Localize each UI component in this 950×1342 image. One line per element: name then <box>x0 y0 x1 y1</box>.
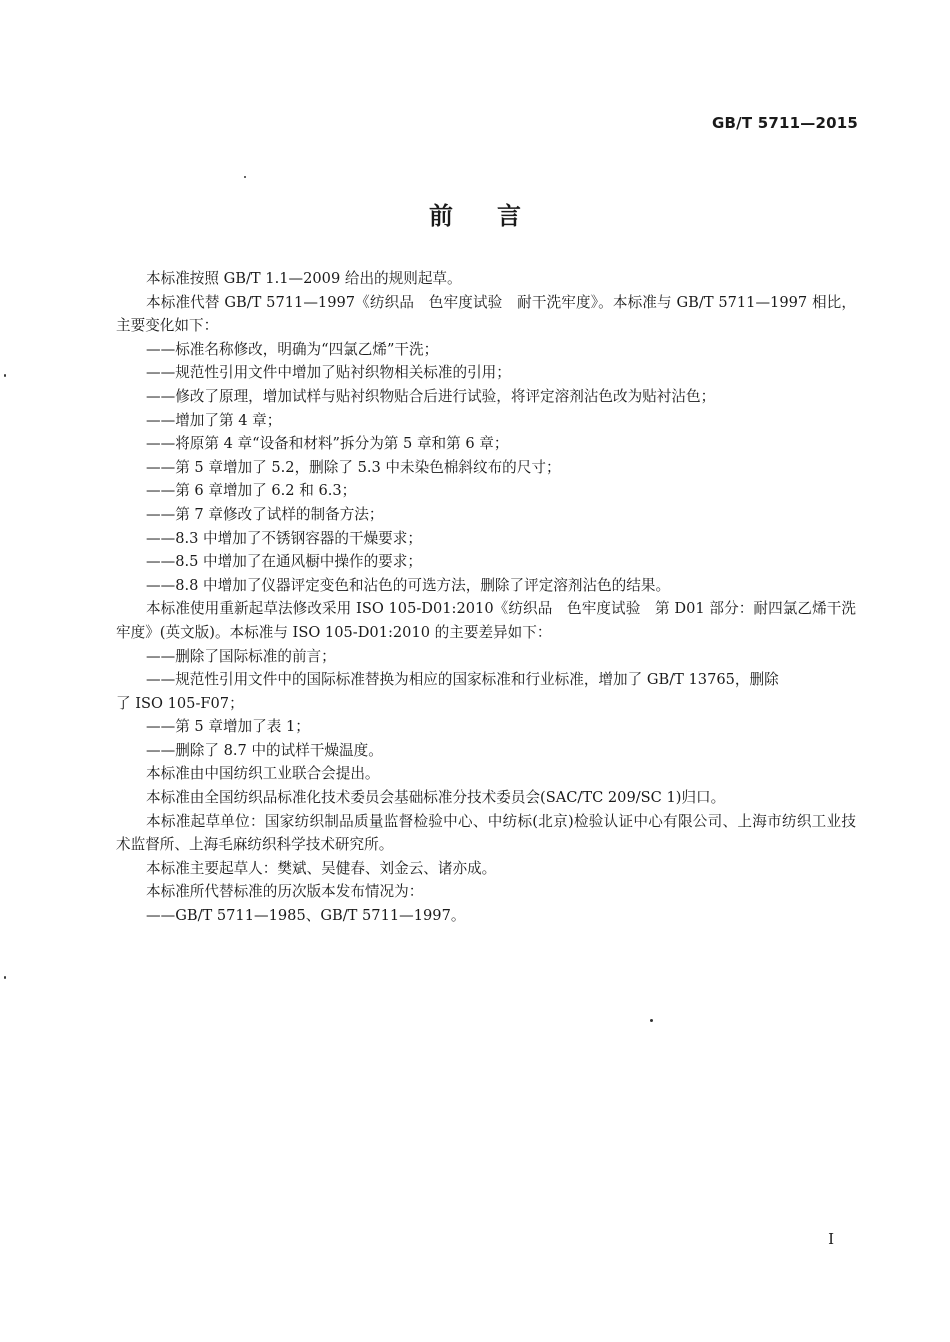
list-item: ——8.8 中增加了仪器评定变色和沾色的可选方法，删除了评定溶剂沾色的结果。 <box>146 576 671 594</box>
scan-speck <box>4 374 6 377</box>
paragraph: 本标准代替 GB/T 5711—1997《纺织品 色牢度试验 耐干洗牢度》。本标准与 GB/T 5711—1997 相比，主要变化如下： <box>116 293 856 335</box>
paragraph: 本标准使用重新起草法修改采用 ISO 105-D01:2010《纺织品 色牢度试验 第 D01 部分：耐四氯乙烯干洗牢度》(英文版)。本标准与 ISO 105-D01:2010 的主要差异如下： <box>116 600 856 641</box>
list-item-text: ——规范性引用文件中的国际标准替换为相应的国家标准和行业标准，增加了 GB/T 13765，删除 <box>146 671 779 689</box>
page-number: I <box>828 1230 834 1248</box>
paragraph: 本标准主要起草人：樊斌、吴健春、刘金云、诸亦成。 <box>146 859 497 877</box>
paragraph: 本标准所代替标准的历次版本发布情况为： <box>146 883 424 901</box>
list-item: ——8.5 中增加了在通风橱中操作的要求； <box>146 553 422 571</box>
list-item: ——第 5 章增加了表 1； <box>146 718 310 736</box>
list-item: ——修改了原理，增加试样与贴衬织物贴合后进行试验，将评定溶剂沾色改为贴衬沾色； <box>146 387 716 405</box>
list-item: ——GB/T 5711—1985、GB/T 5711—1997。 <box>146 907 466 925</box>
paragraph: 本标准按照 GB/T 1.1—2009 给出的规则起草。 <box>146 270 462 287</box>
foreword-body <box>116 267 856 928</box>
list-item: ——规范性引用文件中增加了贴衬织物相关标准的引用； <box>146 364 511 382</box>
list-item <box>116 668 856 715</box>
paragraph: 本标准由中国纺织工业联合会提出。 <box>146 765 380 783</box>
page-title: 前言 <box>429 202 565 230</box>
list-item: ——标准名称修改，明确为“四氯乙烯”干洗； <box>146 340 439 358</box>
list-item: ——将原第 4 章“设备和材料”拆分为第 5 章和第 6 章； <box>146 435 509 453</box>
list-item: ——第 6 章增加了 6.2 和 6.3； <box>146 482 357 500</box>
paragraph: 本标准起草单位：国家纺织制品质量监督检验中心、中纺标(北京)检验认证中心有限公司、上海市纺织工业技术监督所、上海毛麻纺织科学技术研究所。 <box>116 812 856 854</box>
list-item: ——第 5 章增加了 5.2，删除了 5.3 中未染色棉斜纹布的尺寸； <box>146 458 561 476</box>
list-item: ——增加了第 4 章； <box>146 411 282 429</box>
list-item-continuation: 了 ISO 105-F07； <box>116 694 244 712</box>
scan-speck <box>4 976 6 979</box>
list-item: ——第 7 章修改了试样的制备方法； <box>146 505 384 523</box>
list-item: ——删除了 8.7 中的试样干燥温度。 <box>146 741 383 759</box>
paragraph: 本标准由全国纺织品标准化技术委员会基础标准分技术委员会(SAC/TC 209/SC 1)归口。 <box>146 789 726 807</box>
standard-code: GB/T 5711—2015 <box>712 114 858 132</box>
scan-speck <box>244 176 246 178</box>
list-item: ——删除了国际标准的前言； <box>146 647 336 665</box>
list-item: ——8.3 中增加了不锈钢容器的干燥要求； <box>146 529 422 547</box>
scan-speck <box>650 1019 653 1022</box>
